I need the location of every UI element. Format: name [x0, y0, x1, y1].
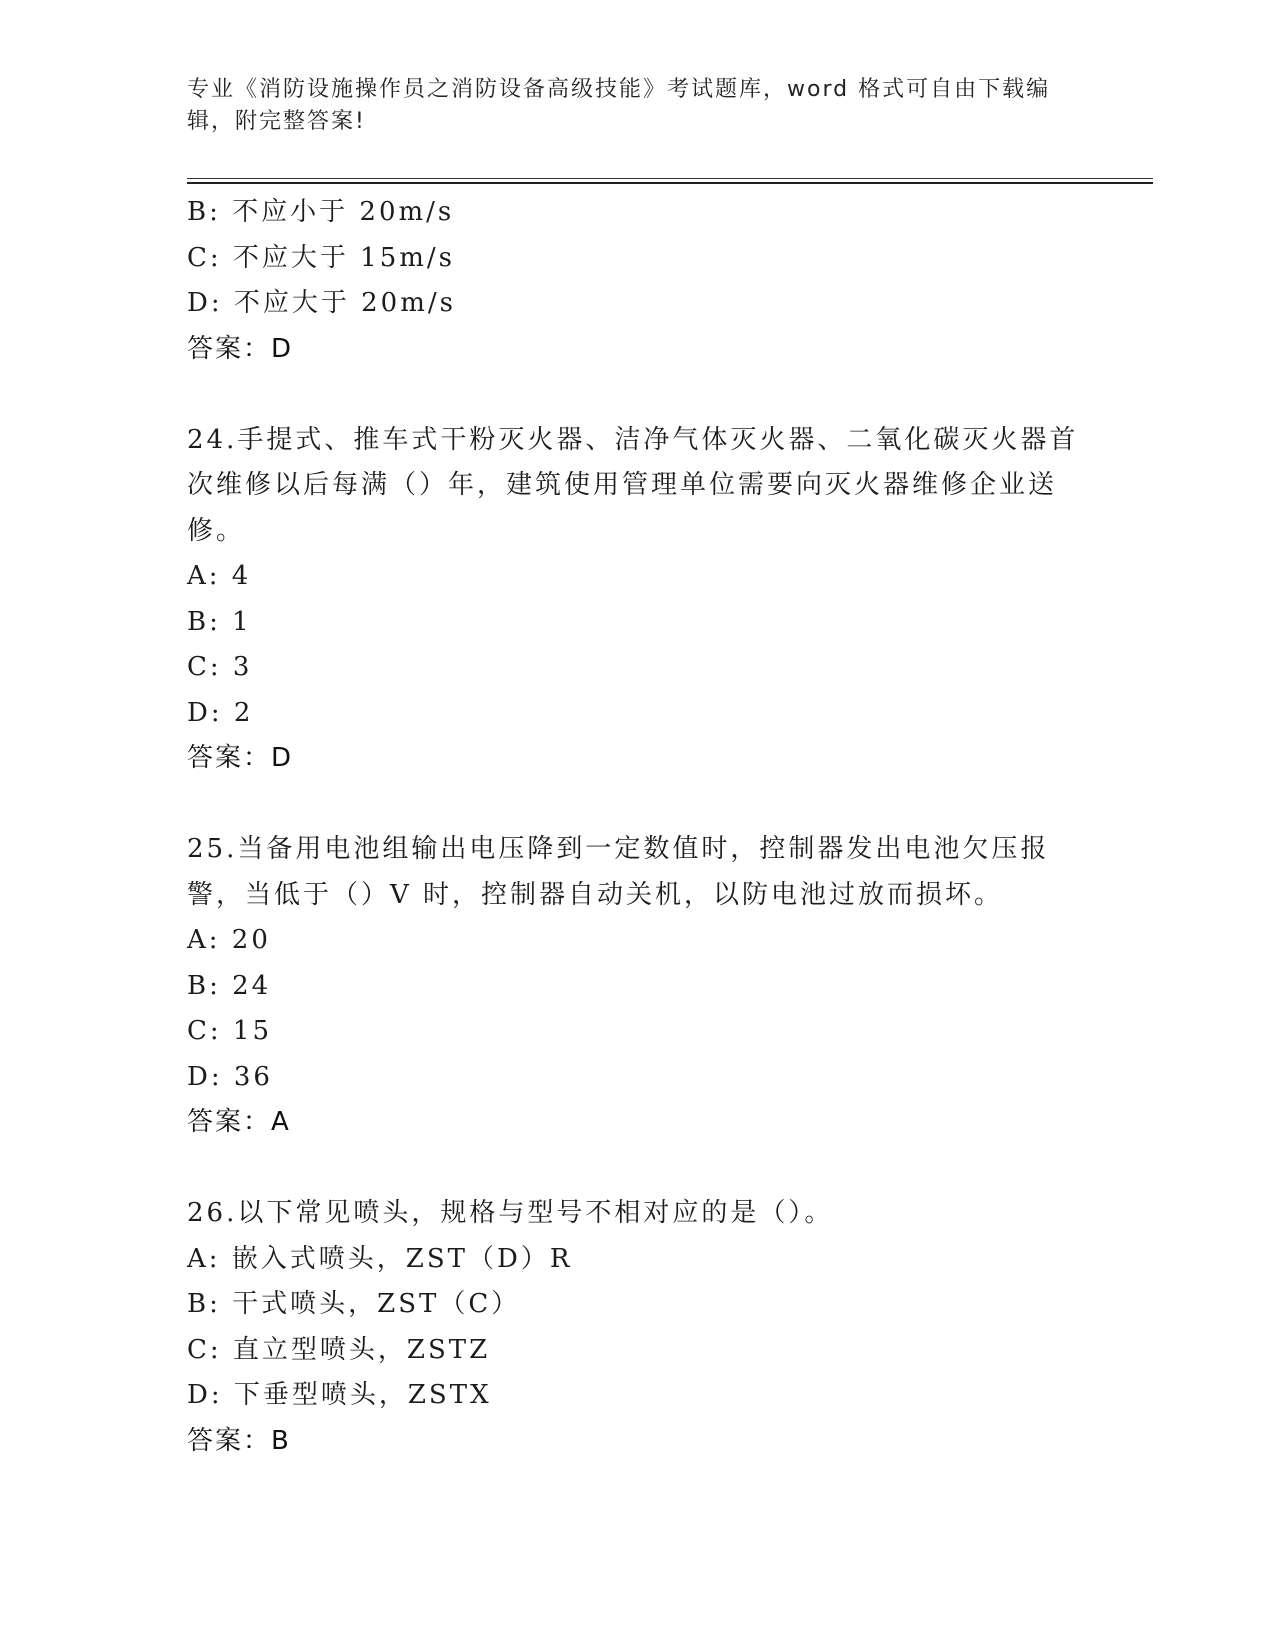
- option-d: D: 2: [187, 697, 254, 728]
- answer-line: 答案：A: [187, 1107, 291, 1137]
- question-25: [187, 827, 1087, 1146]
- question-stem: 25.当备用电池组输出电压降到一定数值时，控制器发出电池欠压报警，当低于（）V 时，控制器自动关机，以防电池过放而损坏。: [187, 834, 1050, 910]
- option-b: B: 24: [187, 970, 272, 1001]
- spacer: [187, 372, 1087, 418]
- question-26: [187, 1191, 1087, 1464]
- question-content: [187, 190, 1087, 1464]
- option-a: A: 20: [187, 925, 271, 955]
- spacer: [187, 1146, 1087, 1192]
- option-b: B: 干式喷头，ZST（C）: [187, 1289, 521, 1319]
- option-d: D: 36: [187, 1061, 273, 1092]
- header-divider-thick: [187, 182, 1153, 184]
- option-c: C: 直立型喷头，ZSTZ: [187, 1334, 491, 1365]
- option-d: D: 下垂型喷头，ZSTX: [187, 1380, 492, 1410]
- option-c: C: 3: [187, 652, 253, 682]
- option-a: A: 4: [187, 561, 252, 591]
- page-header: 专业《消防设施操作员之消防设备高级技能》考试题库，word 格式可自由下载编辑，附完整答案!: [187, 77, 1051, 134]
- option-b: B: 不应小于 20m/s: [187, 197, 455, 227]
- answer-line: 答案：D: [187, 743, 294, 773]
- option-d: D: 不应大于 20m/s: [187, 288, 456, 318]
- question-stem: 26.以下常见喷头，规格与型号不相对应的是（）。: [187, 1198, 834, 1228]
- question-24: [187, 418, 1087, 782]
- answer-line: 答案：D: [187, 333, 294, 364]
- header-divider-thin: [187, 178, 1153, 179]
- option-c: C: 不应大于 15m/s: [187, 242, 456, 273]
- option-a: A: 嵌入式喷头，ZST（D）R: [187, 1243, 573, 1274]
- spacer: [187, 782, 1087, 828]
- question-stem: 24.手提式、推车式干粉灭火器、洁净气体灭火器、二氧化碳灭火器首次维修以后每满（）年，建筑使用管理单位需要向灭火器维修企业送修。: [187, 424, 1079, 546]
- option-b: B: 1: [187, 606, 252, 637]
- answer-line: 答案：B: [187, 1425, 291, 1456]
- option-c: C: 15: [187, 1016, 273, 1046]
- question-23-continued: [187, 190, 1087, 372]
